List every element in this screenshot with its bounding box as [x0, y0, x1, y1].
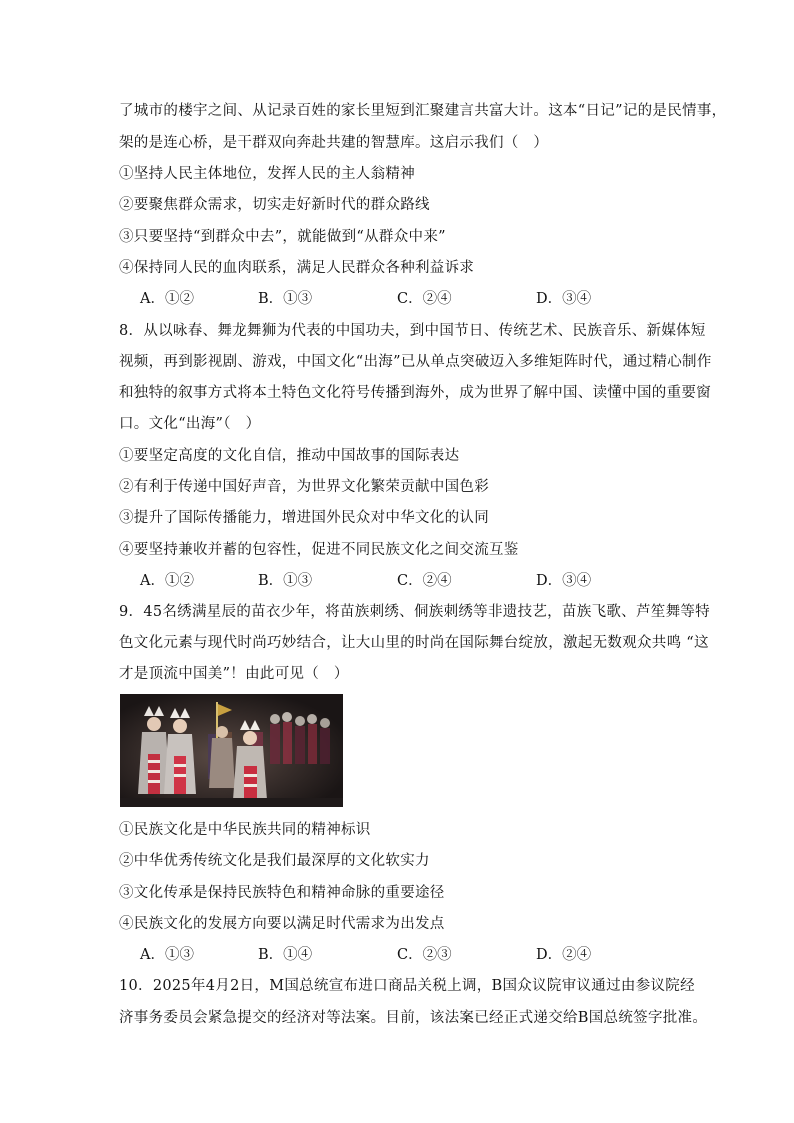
option-d[interactable]: D．③④ [536, 291, 592, 307]
q7-stem-line: 了城市的楼宇之间、从记录百姓的家长里短到汇聚建言共富大计。这本“日记”记的是民情事， [119, 103, 727, 119]
q9-item: ④民族文化的发展方向要以满足时代需求为出发点 [119, 916, 445, 932]
q8-item: ②有利于传递中国好声音，为世界文化繁荣贡献中国色彩 [119, 479, 489, 495]
q9-stem-line: 9．45名绣满星辰的苗衣少年，将苗族刺绣、侗族刺绣等非遗技艺，苗族飞歌、芦笙舞等特 [119, 604, 710, 620]
q8-stem-line: 视频，再到影视剧、游戏，中国文化“出海”已从单点突破迈入多维矩阵时代，通过精心制作 [119, 354, 712, 370]
option-c[interactable]: C．②④ [397, 573, 452, 589]
option-d[interactable]: D．③④ [536, 573, 592, 589]
q9-stem-line: 色文化元素与现代时尚巧妙结合，让大山里的时尚在国际舞台绽放，激起无数观众共鸣 “这 [119, 635, 709, 651]
option-d[interactable]: D．②④ [536, 947, 592, 963]
q9-stem-line: 才是顶流中国美”！由此可见（ ） [119, 666, 349, 682]
q8-item: ④要坚持兼收并蓄的包容性，促进不同民族文化之间交流互鉴 [119, 542, 519, 558]
q9-item: ③文化传承是保持民族特色和精神命脉的重要途径 [119, 885, 445, 901]
option-c[interactable]: C．②④ [397, 291, 452, 307]
q10-stem-line: 济事务委员会紧急提交的经济对等法案。目前，该法案已经正式递交给B国总统签字批准。 [119, 1010, 708, 1026]
q10-stem-line: 10．2025年4月2日，M国总统宣布进口商品关税上调，B国众议院审议通过由参议院经 [119, 978, 695, 994]
option-b[interactable]: B．①③ [258, 291, 313, 307]
q9-item: ②中华优秀传统文化是我们最深厚的文化软实力 [119, 853, 430, 869]
q7-item: ④保持同人民的血肉联系，满足人民群众各种利益诉求 [119, 260, 475, 276]
option-a[interactable]: A．①③ [140, 947, 194, 963]
q8-stem-line: 口。文化“出海”（ ） [119, 416, 261, 432]
q8-item: ①要坚定高度的文化自信，推动中国故事的国际表达 [119, 448, 460, 464]
q8-item: ③提升了国际传播能力，增进国外民众对中华文化的认同 [119, 510, 489, 526]
q8-stem-line: 和独特的叙事方式将本土特色文化符号传播到海外，成为世界了解中国、读懂中国的重要窗 [119, 385, 711, 401]
option-a[interactable]: A．①② [140, 573, 194, 589]
q9-item: ①民族文化是中华民族共同的精神标识 [119, 822, 371, 838]
q8-stem-line: 8．从以咏春、舞龙舞狮为代表的中国功夫，到中国节日、传统艺术、民族音乐、新媒体短 [119, 323, 706, 339]
q7-item: ②要聚焦群众需求，切实走好新时代的群众路线 [119, 197, 430, 213]
option-b[interactable]: B．①③ [258, 573, 313, 589]
option-b[interactable]: B．①④ [258, 947, 313, 963]
option-c[interactable]: C．②③ [397, 947, 452, 963]
q7-item: ③只要坚持“到群众中去”，就能做到“从群众中来” [119, 229, 446, 245]
option-a[interactable]: A．①② [140, 291, 194, 307]
miao-costume-photo [120, 694, 343, 807]
q7-stem-line: 架的是连心桥，是干群双向奔赴共建的智慧库。这启示我们（ ） [119, 135, 549, 151]
q7-item: ①坚持人民主体地位，发挥人民的主人翁精神 [119, 166, 415, 182]
